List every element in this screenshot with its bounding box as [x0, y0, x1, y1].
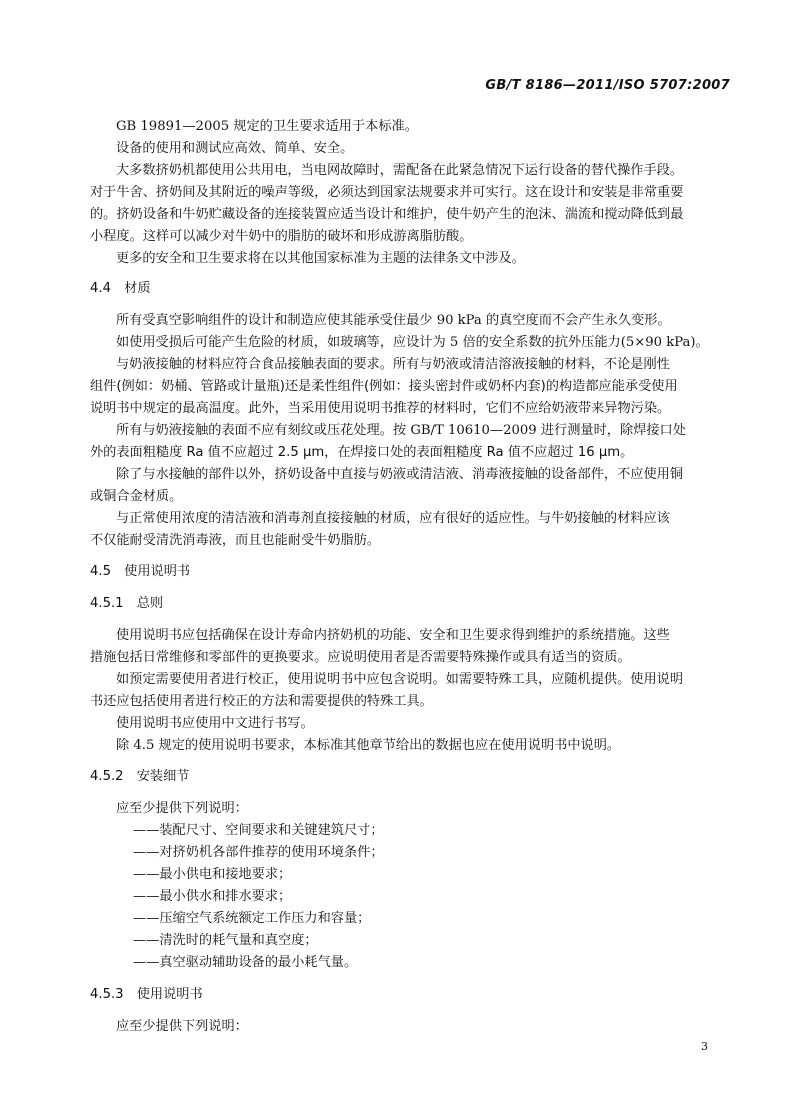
paragraph-line: GB 19891—2005 规定的卫生要求适用于本标准。 — [116, 119, 418, 134]
paragraph-line: 小程度。这样可以减少对牛奶中的脂肪的破坏和形成游离脂肪酸。 — [90, 229, 473, 244]
paragraph-line: 使用说明书应包括确保在设计寿命内挤奶机的功能、安全和卫生要求得到维护的系统措施。这些 — [116, 628, 670, 643]
paragraph-line: 的。挤奶设备和牛奶贮藏设备的连接装置应适当设计和维护，使牛奶产生的泡沫、湍流和搅动降低到最 — [90, 207, 684, 222]
paragraph-line: 更多的安全和卫生要求将在以其他国家标准为主题的法律条文中涉及。 — [116, 251, 525, 266]
paragraph-line: 与正常使用浓度的清洁液和消毒剂直接接触的材质，应有很好的适应性。与牛奶接触的材料应该 — [116, 511, 670, 526]
standard-number-header: GB/T 8186—2011/ISO 5707:2007 — [485, 78, 730, 93]
list-item: ——压缩空气系统额定工作压力和容量； — [133, 911, 371, 926]
section-heading-4-5: 4.5 使用说明书 — [90, 564, 191, 579]
paragraph-line: 除 4.5 规定的使用说明书要求，本标准其他章节给出的数据也应在使用说明书中说明。 — [116, 738, 621, 753]
paragraph-line: 大多数挤奶机都使用公共用电，当电网故障时，需配备在此紧急情况下运行设备的替代操作手段。 — [116, 163, 684, 178]
list-item: ——对挤奶机各部件推荐的使用环境条件； — [133, 845, 384, 860]
paragraph-line: 应至少提供下列说明： — [116, 801, 248, 816]
list-item: ——装配尺寸、空间要求和关键建筑尺寸； — [133, 823, 384, 838]
list-item: ——清洗时的耗气量和真空度； — [133, 933, 318, 948]
paragraph-line: 所有受真空影响组件的设计和制造应使其能承受住最少 90 kPa 的真空度而不会产生永久变形。 — [116, 313, 671, 328]
page-number: 3 — [701, 1040, 708, 1053]
paragraph-line: 与奶液接触的材料应符合食品接触表面的要求。所有与奶液或清洁溶液接触的材料，不论是刚性 — [116, 357, 670, 372]
paragraph-line: 除了与水接触的部件以外，挤奶设备中直接与奶液或清洁液、消毒液接触的设备部件，不应使用铜 — [116, 467, 684, 482]
paragraph-line: 所有与奶液接触的表面不应有刻纹或压花处理。按 GB/T 10610—2009 进行测量时，除焊接口处 — [116, 423, 686, 438]
list-item: ——最小供水和排水要求； — [133, 889, 292, 904]
section-heading-4-5-3: 4.5.3 使用说明书 — [90, 987, 203, 1002]
list-item: ——最小供电和接地要求； — [133, 867, 292, 882]
section-heading-4-4: 4.4 材质 — [90, 281, 151, 296]
section-heading-4-5-2: 4.5.2 安装细节 — [90, 769, 190, 784]
section-heading-4-5-1: 4.5.1 总则 — [90, 596, 164, 611]
paragraph-line: 使用说明书应使用中文进行书写。 — [116, 716, 314, 731]
paragraph-line: 或铜合金材质。 — [90, 489, 183, 504]
paragraph-line: 不仅能耐受清洗消毒液，而且也能耐受牛奶脂肪。 — [90, 533, 381, 548]
paragraph-line: 应至少提供下列说明： — [116, 1019, 248, 1034]
paragraph-line: 书还应包括使用者进行校正的方法和需要提供的特殊工具。 — [90, 694, 433, 709]
paragraph-line: 如使用受损后可能产生危险的材质，如玻璃等，应设计为 5 倍的安全系数的抗外压能力(5×90 kPa)。 — [116, 335, 709, 350]
paragraph-line: 如预定需要使用者进行校正，使用说明书中应包含说明。如需要特殊工具，应随机提供。使用说明 — [116, 672, 684, 687]
paragraph-line: 设备的使用和测试应高效、简单、安全。 — [116, 141, 354, 156]
list-item: ——真空驱动辅助设备的最小耗气量。 — [133, 955, 358, 970]
paragraph-line: 组件(例如：奶桶、管路或计量瓶)还是柔性组件(例如：接头密封件或奶杯内套)的构造都应能承受使用 — [90, 379, 678, 394]
paragraph-line: 说明书中规定的最高温度。此外，当采用使用说明书推荐的材料时，它们不应给奶液带来异物污染。 — [90, 401, 671, 416]
paragraph-line: 措施包括日常维修和零部件的更换要求。应说明使用者是否需要特殊操作或具有适当的资质。 — [90, 650, 631, 665]
paragraph-line: 对于牛舍、挤奶间及其附近的噪声等级，必须达到国家法规要求并可实行。这在设计和安装是非常重要 — [90, 185, 684, 200]
paragraph-line: 外的表面粗糙度 Ra 值不应超过 2.5 μm，在焊接口处的表面粗糙度 Ra 值不应超过 16 μm。 — [90, 445, 634, 460]
